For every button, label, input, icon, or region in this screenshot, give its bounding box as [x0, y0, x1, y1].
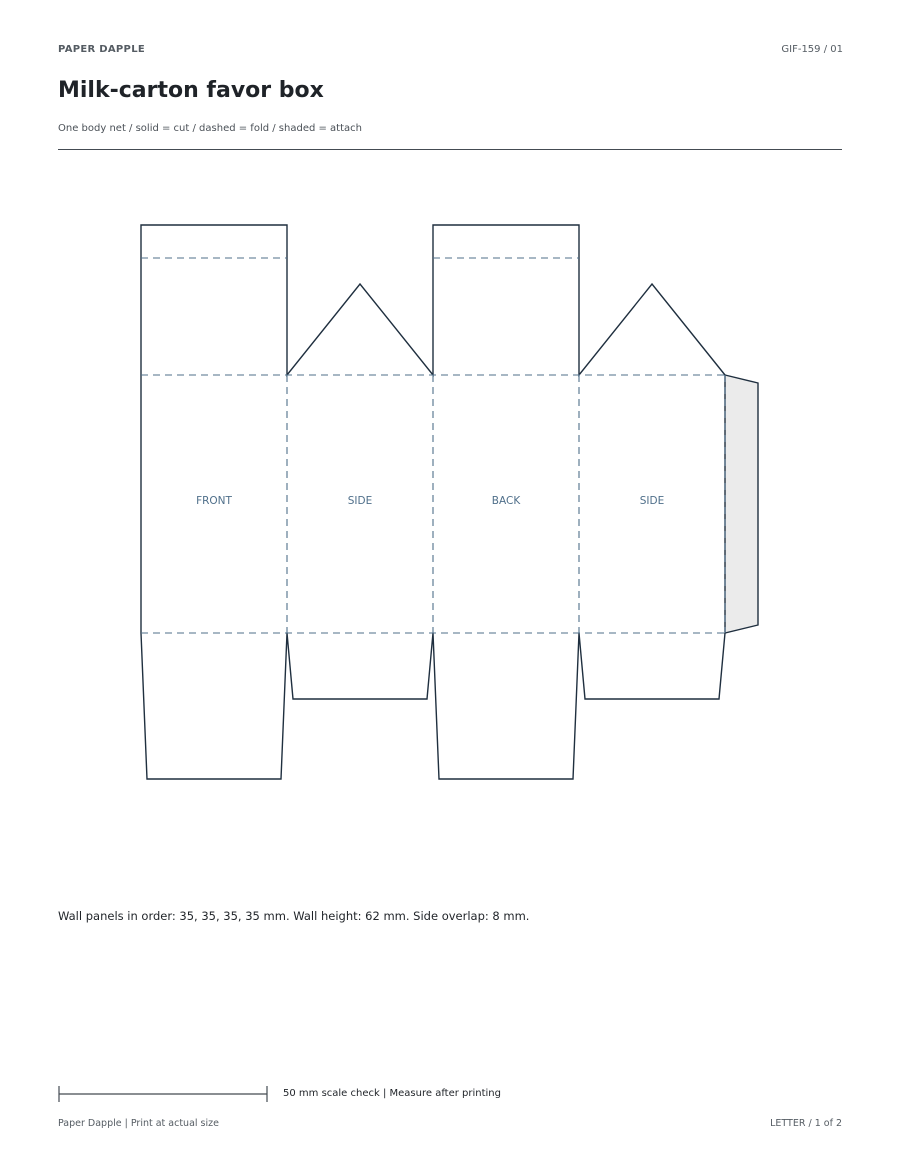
panel-label-side-2: SIDE	[639, 495, 665, 507]
panel-label-front: FRONT	[196, 495, 232, 507]
page-title: Milk-carton favor box	[58, 78, 324, 103]
document-id: GIF-159 / 01	[781, 44, 843, 55]
footer-page-info: LETTER / 1 of 2	[770, 1118, 842, 1129]
dimensions-note: Wall panels in order: 35, 35, 35, 35 mm. Wall height: 62 mm. Side overlap: 8 mm.	[58, 909, 530, 923]
attach-tab	[725, 375, 758, 633]
scale-bar	[58, 1084, 270, 1104]
legend-subtitle: One body net / solid = cut / dashed = fold / shaded = attach	[58, 123, 362, 134]
panel-label-side-1: SIDE	[347, 495, 373, 507]
brand-name: PAPER DAPPLE	[58, 44, 145, 55]
scale-check-label: 50 mm scale check | Measure after printing	[283, 1088, 501, 1099]
footer-left-text: Paper Dapple | Print at actual size	[58, 1118, 219, 1129]
panel-label-back: BACK	[491, 495, 521, 507]
